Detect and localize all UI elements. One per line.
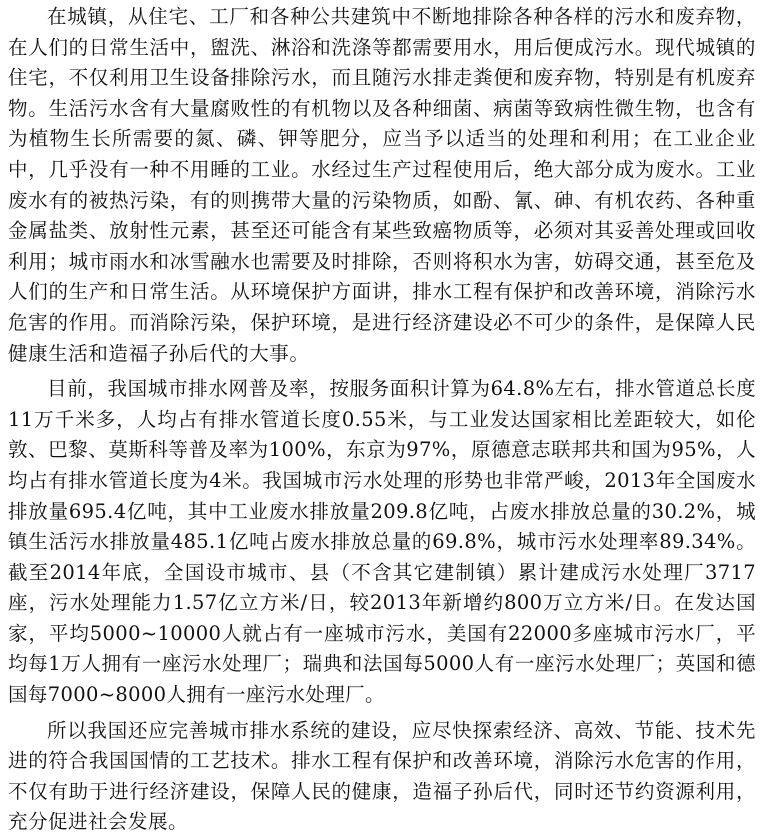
document-page (8, 2, 756, 838)
paragraph-conclusion: 所以我国还应完善城市排水系统的建设，应尽快探索经济、高效、节能、技术先进的符合我国国情的工艺技术。排水工程有保护和改善环境，消除污水危害的作用，不仅有助于进行经济建设，保障人民的健康，造福子孙后代，同时还节约资源利用，充分促进社会发展。 (8, 718, 756, 834)
paragraph-urban-wastewater-sources: 在城镇，从住宅、工厂和各种公共建筑中不断地排除各种各样的污水和废弃物，在人们的日常生活中，盥洗、淋浴和洗涤等都需要用水，用后便成污水。现代城镇的住宅，不仅利用卫生设备排除污水，而且随污水排走粪便和废弃物，特别是有机废弃物。生活污水含有大量腐败性的有机物以及各种细菌、病菌等致病性微生物，也含有为植物生长所需要的氮、磷、钾等肥分，应当予以适当的处理和利用；在工业企业中，几乎没有一种不用睡的工业。水经过生产过程使用后，绝大部分成为废水。工业废水有的被热污染，有的则携带大量的污染物质，如酚、氰、砷、有机农药、各种重金属盐类、放射性元素，甚至还可能含有某些致癌物质等，必须对其妥善处理或回收利用；城市雨水和冰雪融水也需要及时排除，否则将积水为害，妨碍交通，甚至危及人们的生产和日常生活。从环境保护方面讲，排水工程有保护和改善环境，消除污水危害的作用。而消除污染，保护环境，是进行经济建设必不可少的条件，是保障人民健康生活和造福子孙后代的大事。 (8, 5, 756, 365)
paragraph-drainage-statistics: 目前，我国城市排水网普及率，按服务面积计算为64.8%左右，排水管道总长度11万千米多，人均占有排水管道长度0.55米，与工业发达国家相比差距较大，如伦敦、巴黎、莫斯科等普及率为100%，东京为97%，原德意志联邦共和国为95%，人均占有排水管道长度为4米。我国城市污水处理的形势也非常严峻，2013年全国废水排放量695.4亿吨，其中工业废水排放量209.8亿吨，占废水排放总量的30.2%，城镇生活污水排放量485.1亿吨占废水排放总量的69.8%，城市污水处理率89.34%。截至2014年底，全国设市城市、县（不含其它建制镇）累计建成污水处理厂3717座，污水处理能力1.57亿立方米/日，较2013年新增约800万立方米/日。在发达国家，平均5000~10000人就占有一座城市污水，美国有22000多座城市污水厂，平均每1万人拥有一座污水处理厂；瑞典和法国每5000人有一座污水处理厂；英国和德国每7000~8000人拥有一座污水处理厂。 (8, 377, 756, 707)
